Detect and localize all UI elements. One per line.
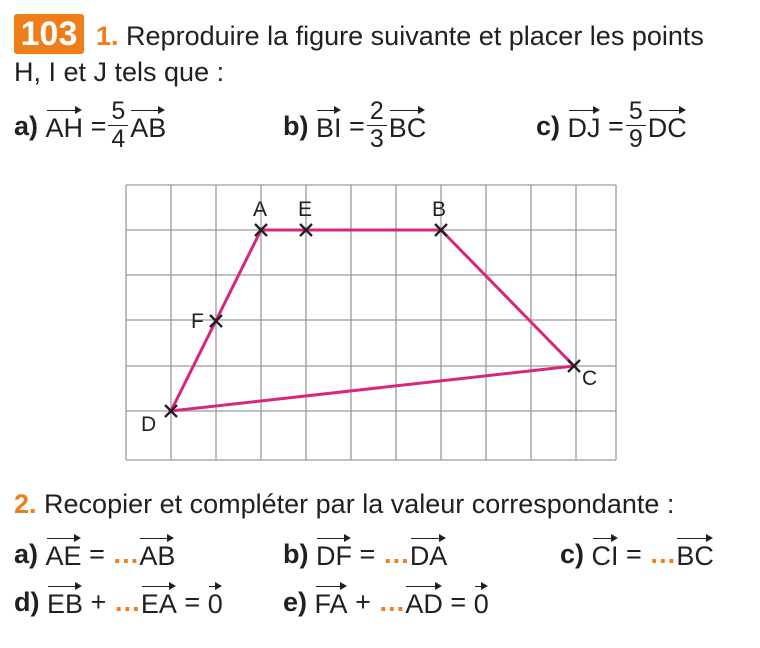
point-label-c: C <box>582 367 598 390</box>
vector-lhs: DJ <box>568 108 601 144</box>
vector-second: AD <box>405 584 443 620</box>
blank-dots: … <box>113 587 141 617</box>
equals-sign: = <box>608 110 624 141</box>
formula-2d <box>14 584 223 620</box>
equals-sign: = <box>450 587 467 617</box>
plus-sign: + <box>90 587 107 617</box>
equals-sign: = <box>349 110 365 141</box>
vector-rhs: BC <box>389 108 427 144</box>
formula-label: d) <box>14 587 40 617</box>
point-label-a: A <box>253 198 268 221</box>
blank-dots: … <box>112 539 140 569</box>
formula-label: a) <box>14 110 39 141</box>
vector-rhs: AB <box>130 108 166 144</box>
blank-dots: … <box>378 587 406 617</box>
vector-lhs: DF <box>316 536 352 572</box>
vector-first: EB <box>47 584 83 620</box>
part1-line2: H, I et J tels que : <box>14 57 225 87</box>
formula-label: b) <box>283 539 309 569</box>
vector-rhs: AB <box>139 536 175 572</box>
part1-number: 1. <box>96 21 119 51</box>
part2-statement <box>14 488 674 520</box>
point-label-f: F <box>191 310 204 333</box>
point-label-b: B <box>432 198 447 221</box>
numerator: 5 <box>108 98 128 126</box>
vector-lhs: AH <box>46 108 84 144</box>
vector-second: EA <box>141 584 177 620</box>
numerator: 2 <box>367 98 387 126</box>
zero-vector: 0 <box>474 584 489 620</box>
equals-sign: = <box>626 539 642 569</box>
formula-label: e) <box>283 587 308 617</box>
formula-label: b) <box>283 110 309 141</box>
formula-label: c) <box>536 110 561 141</box>
formula-2c <box>560 536 714 572</box>
blank-dots: … <box>382 539 410 569</box>
vector-lhs: BI <box>316 108 342 144</box>
part2-number: 2. <box>14 489 37 519</box>
vector-rhs: BC <box>676 536 714 572</box>
formula-2a <box>14 536 175 572</box>
part1-text: Reproduire la figure suivante et placer les points <box>126 21 704 51</box>
point-label-e: E <box>298 198 313 221</box>
equals-sign: = <box>89 539 105 569</box>
vector-first: FA <box>315 584 348 620</box>
formula-2e <box>283 584 489 620</box>
vector-rhs: DC <box>648 108 687 144</box>
vector-lhs: AE <box>46 536 82 572</box>
denominator: 9 <box>628 125 643 153</box>
blank-dots: … <box>649 539 677 569</box>
point-label-d: D <box>141 413 157 436</box>
zero-vector: 0 <box>208 584 223 620</box>
equals-sign: = <box>90 110 107 141</box>
part2-text: Recopier et compléter par la valeur correspondante : <box>44 489 675 519</box>
vector-lhs: CI <box>592 536 619 572</box>
plus-sign: + <box>355 587 371 617</box>
formula-label: a) <box>14 539 39 569</box>
formula-label: c) <box>560 539 585 569</box>
denominator: 4 <box>111 125 126 153</box>
exercise-number-badge: 103 <box>14 14 84 54</box>
denominator: 3 <box>369 125 384 153</box>
vector-rhs: DA <box>410 536 448 572</box>
formula-2b <box>283 536 447 572</box>
equals-sign: = <box>184 587 201 617</box>
numerator: 5 <box>626 98 646 126</box>
equals-sign: = <box>359 539 376 569</box>
